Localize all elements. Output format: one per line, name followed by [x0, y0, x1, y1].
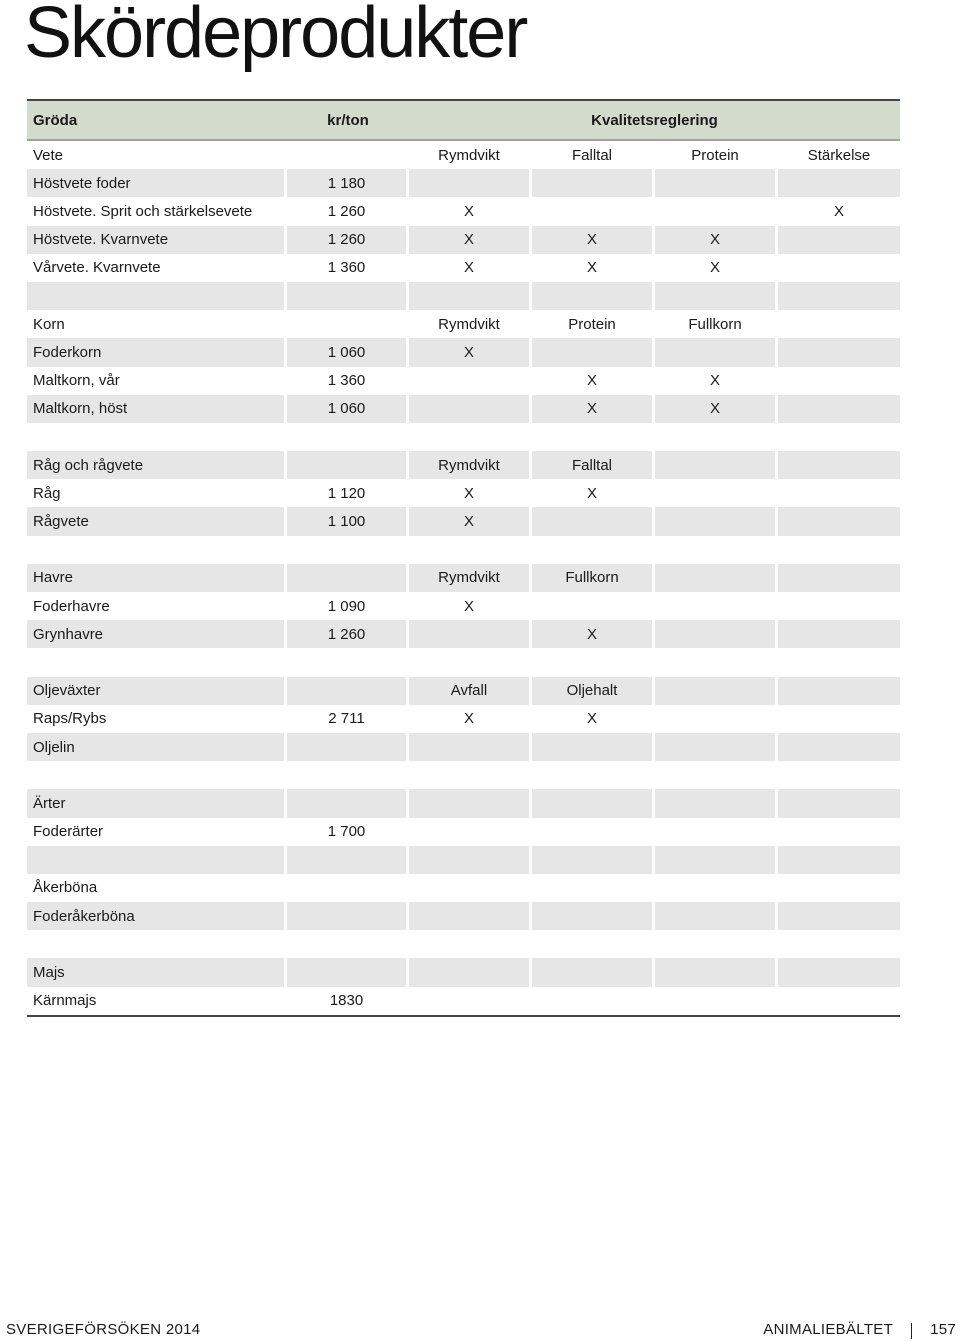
- table-cell: [532, 423, 655, 451]
- table-cell: Rågvete: [27, 507, 287, 535]
- table-cell: X: [655, 367, 778, 395]
- table-cell: [655, 592, 778, 620]
- table-cell: X: [532, 620, 655, 648]
- table-cell: Vete: [27, 141, 287, 169]
- table-cell: [27, 423, 287, 451]
- table-cell: [287, 423, 409, 451]
- table-cell: X: [532, 479, 655, 507]
- table-cell: [655, 874, 778, 902]
- table-row: [27, 169, 900, 197]
- table-cell: Rymdvikt: [409, 564, 532, 592]
- table-cell: Råg: [27, 479, 287, 507]
- table-cell: Havre: [27, 564, 287, 592]
- table-cell: [778, 902, 900, 930]
- table-cell: Stärkelse: [807, 146, 871, 164]
- footer-publication: SVERIGEFÖRSÖKEN 2014: [6, 1321, 201, 1338]
- table-cell: Höstvete. Kvarnvete: [27, 226, 287, 254]
- footer-separator: [911, 1323, 912, 1339]
- table-cell: [532, 930, 655, 958]
- table-cell: [655, 958, 778, 986]
- table-cell: [27, 282, 287, 310]
- footer-page-number: 157: [930, 1321, 956, 1338]
- price-table: [27, 99, 900, 1017]
- page-title: Skördeprodukter: [24, 0, 527, 73]
- table-row: [27, 226, 900, 254]
- table-cell: Avfall: [409, 677, 532, 705]
- table-row: [27, 902, 900, 930]
- table-cell: [287, 648, 409, 676]
- table-row: [27, 507, 900, 535]
- table-cell: 1 060: [287, 338, 409, 366]
- table-cell: [532, 818, 655, 846]
- table-cell: Rymdvikt: [409, 141, 532, 169]
- table-cell: [532, 648, 655, 676]
- table-row: [27, 479, 900, 507]
- table-row: [27, 987, 900, 1015]
- table-cell: 1 120: [287, 479, 409, 507]
- table-cell: [778, 395, 900, 423]
- table-cell: 1 360: [287, 367, 409, 395]
- table-cell: [778, 846, 900, 874]
- table-cell: [778, 338, 900, 366]
- table-cell: Raps/Rybs: [27, 705, 287, 733]
- table-cell: [778, 648, 900, 676]
- table-row: [27, 818, 900, 846]
- table-cell: [778, 169, 900, 197]
- table-cell: [287, 761, 409, 789]
- table-cell: [27, 930, 287, 958]
- table-cell: [287, 789, 409, 817]
- table-cell: 1 360: [287, 254, 409, 282]
- table-cell: [778, 282, 900, 310]
- table-cell: [778, 705, 900, 733]
- table-row: [27, 930, 900, 958]
- header-crop: Gröda: [27, 101, 287, 139]
- table-cell: [778, 789, 900, 817]
- table-cell: [778, 874, 900, 902]
- table-cell: 1830: [287, 987, 409, 1015]
- table-cell: [655, 479, 778, 507]
- table-cell: [409, 789, 532, 817]
- table-cell: [655, 761, 778, 789]
- table-row: [27, 846, 900, 874]
- table-cell: [532, 592, 655, 620]
- table-cell: Rymdvikt: [409, 451, 532, 479]
- table-row: [27, 761, 900, 789]
- table-cell: Fullkorn: [655, 310, 778, 338]
- table-cell: [655, 930, 778, 958]
- table-row: [27, 367, 900, 395]
- table-body: [27, 141, 900, 1015]
- table-cell: 2 711: [287, 705, 409, 733]
- table-cell: [778, 479, 900, 507]
- table-cell: [778, 254, 900, 282]
- table-cell: Fullkorn: [532, 564, 655, 592]
- table-cell: [409, 818, 532, 846]
- table-cell: [532, 874, 655, 902]
- table-cell: [778, 930, 900, 958]
- table-cell: Oljehalt: [532, 677, 655, 705]
- table-cell: Korn: [27, 310, 287, 338]
- footer-right: [763, 1321, 956, 1338]
- table-cell: [27, 846, 287, 874]
- table-cell: X: [409, 226, 532, 254]
- table-cell: Foderärter: [27, 818, 287, 846]
- table-cell: Falltal: [532, 141, 655, 169]
- table-cell: [409, 958, 532, 986]
- table-cell: 1 180: [287, 169, 409, 197]
- header-quality: Kvalitetsreglering: [409, 101, 900, 139]
- table-cell: [778, 226, 900, 254]
- table-cell: Ärter: [27, 789, 287, 817]
- table-cell: [409, 846, 532, 874]
- table-cell: [532, 958, 655, 986]
- table-cell: X: [655, 254, 778, 282]
- table-row: [27, 592, 900, 620]
- table-cell: [409, 733, 532, 761]
- table-row: [27, 282, 900, 310]
- table-cell: Kärnmajs: [27, 987, 287, 1015]
- table-cell: [532, 197, 655, 225]
- table-cell: 1 090: [287, 592, 409, 620]
- table-cell: Foderåkerböna: [27, 902, 287, 930]
- table-cell: X: [409, 507, 532, 535]
- table-cell: [655, 507, 778, 535]
- table-cell: Oljelin: [27, 733, 287, 761]
- table-cell: [409, 987, 532, 1015]
- table-cell: [655, 677, 778, 705]
- table-cell: [287, 902, 409, 930]
- table-cell: [409, 874, 532, 902]
- table-cell: [532, 507, 655, 535]
- table-cell: [287, 733, 409, 761]
- table-cell: Maltkorn, höst: [27, 395, 287, 423]
- table-cell: [409, 536, 532, 564]
- table-cell: X: [532, 705, 655, 733]
- table-cell: Vårvete. Kvarnvete: [27, 254, 287, 282]
- table-cell: [655, 536, 778, 564]
- table-cell: X: [532, 395, 655, 423]
- table-row: [27, 395, 900, 423]
- table-cell: [287, 564, 409, 592]
- table-cell: [287, 846, 409, 874]
- table-cell: [409, 648, 532, 676]
- table-cell: X: [409, 705, 532, 733]
- table-cell: [655, 169, 778, 197]
- table-cell: 1 060: [287, 395, 409, 423]
- table-row: [27, 338, 900, 366]
- table-cell: [655, 451, 778, 479]
- table-cell: [778, 536, 900, 564]
- table-cell: [655, 620, 778, 648]
- table-cell: Maltkorn, vår: [27, 367, 287, 395]
- table-cell: Oljeväxter: [27, 677, 287, 705]
- table-cell: [409, 620, 532, 648]
- table-cell: Rymdvikt: [409, 310, 532, 338]
- table-cell: [655, 846, 778, 874]
- table-cell: Höstvete. Sprit och stärkelsevete: [27, 197, 287, 225]
- table-cell: [655, 902, 778, 930]
- table-cell: X: [409, 338, 532, 366]
- table-cell: [409, 761, 532, 789]
- table-row: [27, 197, 900, 225]
- table-cell: Foderkorn: [27, 338, 287, 366]
- table-cell: [409, 930, 532, 958]
- table-cell: X: [532, 226, 655, 254]
- table-row: [27, 677, 900, 705]
- table-cell: [778, 677, 900, 705]
- table-row: [27, 874, 900, 902]
- table-cell: [409, 423, 532, 451]
- table-cell: Åkerböna: [27, 874, 287, 902]
- table-cell: [27, 536, 287, 564]
- table-cell: [532, 987, 655, 1015]
- table-cell: 1 100: [287, 507, 409, 535]
- table-row: [27, 705, 900, 733]
- table-cell: [287, 958, 409, 986]
- table-row: [27, 254, 900, 282]
- table-cell: [27, 761, 287, 789]
- table-cell: [409, 395, 532, 423]
- table-cell: [778, 818, 900, 846]
- table-cell: [655, 705, 778, 733]
- table-cell: X: [409, 197, 532, 225]
- table-cell: [532, 846, 655, 874]
- table-cell: [655, 648, 778, 676]
- table-cell: Protein: [655, 141, 778, 169]
- table-cell: [778, 451, 900, 479]
- table-cell: [409, 169, 532, 197]
- table-cell: [532, 761, 655, 789]
- table-cell: X: [655, 395, 778, 423]
- table-cell: 1 260: [287, 197, 409, 225]
- table-cell: [778, 620, 900, 648]
- table-cell: Foderhavre: [27, 592, 287, 620]
- table-row: [27, 958, 900, 986]
- table-cell: [655, 789, 778, 817]
- table-cell: Falltal: [532, 451, 655, 479]
- table-cell: [409, 367, 532, 395]
- table-cell: [655, 987, 778, 1015]
- table-cell: [409, 282, 532, 310]
- table-cell: [778, 958, 900, 986]
- table-cell: [655, 338, 778, 366]
- table-cell: [532, 536, 655, 564]
- table-cell: [532, 338, 655, 366]
- table-cell: X: [833, 202, 844, 220]
- table-cell: 1 260: [287, 620, 409, 648]
- table-cell: [532, 789, 655, 817]
- table-cell: [409, 902, 532, 930]
- table-cell: [287, 451, 409, 479]
- table-header: [27, 101, 900, 141]
- table-cell: Höstvete foder: [27, 169, 287, 197]
- table-cell: [778, 310, 900, 338]
- table-cell: [778, 423, 900, 451]
- table-cell: [778, 507, 900, 535]
- table-cell: [655, 564, 778, 592]
- table-cell: [287, 282, 409, 310]
- table-cell: [287, 930, 409, 958]
- table-row: [27, 564, 900, 592]
- table-cell: Protein: [532, 310, 655, 338]
- table-row: [27, 733, 900, 761]
- table-cell: X: [409, 254, 532, 282]
- table-row: [27, 423, 900, 451]
- table-cell: [778, 367, 900, 395]
- table-cell: [287, 141, 409, 169]
- table-row: [27, 451, 900, 479]
- table-cell: [532, 733, 655, 761]
- table-row: [27, 789, 900, 817]
- table-cell: X: [655, 226, 778, 254]
- table-cell: [532, 282, 655, 310]
- table-cell: Råg och rågvete: [27, 451, 287, 479]
- table-row: [27, 648, 900, 676]
- table-cell: [778, 987, 900, 1015]
- table-cell: [778, 564, 900, 592]
- table-cell: [655, 818, 778, 846]
- table-cell: Majs: [27, 958, 287, 986]
- table-cell: 1 260: [287, 226, 409, 254]
- table-row: [27, 620, 900, 648]
- table-cell: [532, 169, 655, 197]
- table-cell: X: [532, 367, 655, 395]
- table-cell: [778, 592, 900, 620]
- table-row: [27, 310, 900, 338]
- table-cell: [778, 761, 900, 789]
- table-cell: [655, 197, 778, 225]
- table-cell: [655, 733, 778, 761]
- table-cell: 1 700: [287, 818, 409, 846]
- table-cell: [655, 423, 778, 451]
- table-cell: [287, 310, 409, 338]
- table-cell: X: [409, 592, 532, 620]
- table-cell: X: [532, 254, 655, 282]
- table-cell: [778, 733, 900, 761]
- table-cell: [287, 677, 409, 705]
- table-cell: [287, 874, 409, 902]
- table-cell: [532, 902, 655, 930]
- table-row: [27, 141, 900, 169]
- table-cell: [287, 536, 409, 564]
- footer-section: ANIMALIEBÄLTET: [763, 1321, 894, 1338]
- table-cell: [655, 282, 778, 310]
- header-price: kr/ton: [287, 101, 409, 139]
- table-row: [27, 536, 900, 564]
- table-cell: Grynhavre: [27, 620, 287, 648]
- table-cell: X: [409, 479, 532, 507]
- table-cell: [27, 648, 287, 676]
